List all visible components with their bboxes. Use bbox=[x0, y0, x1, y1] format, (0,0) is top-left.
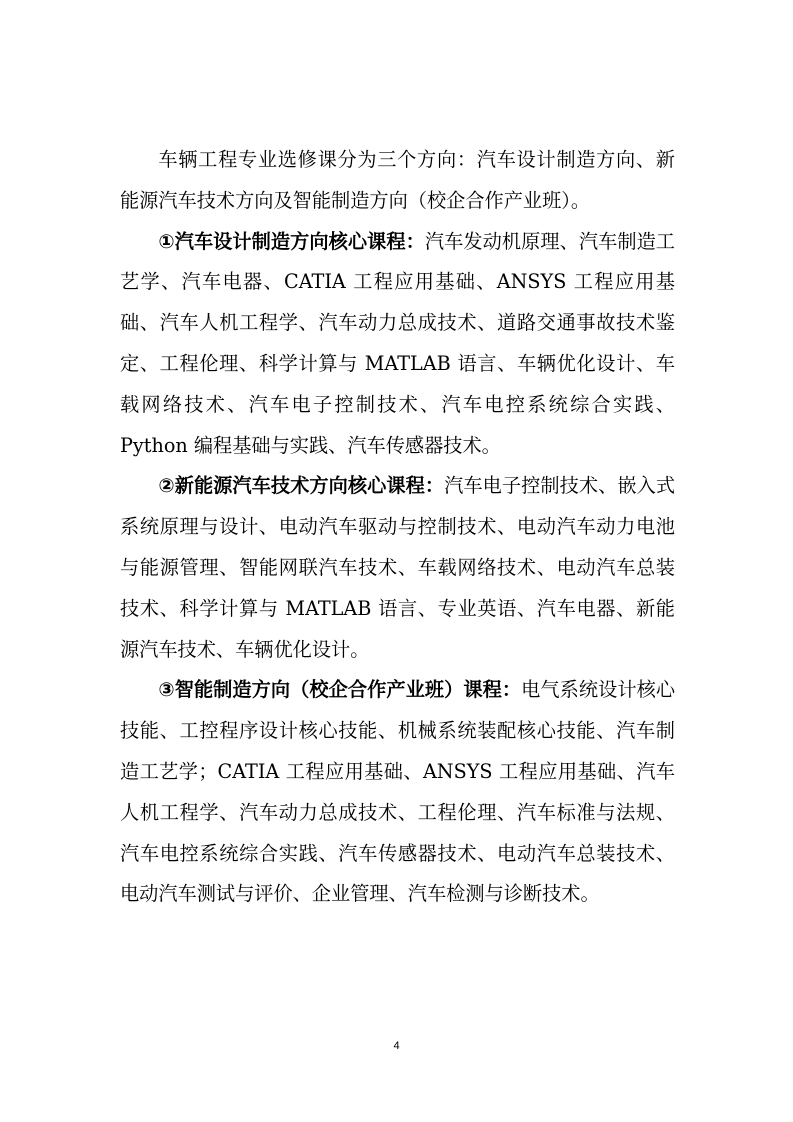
intro-paragraph: 车辆工程专业选修课分为三个方向：汽车设计制造方向、新能源汽车技术方向及智能制造方向（校企合作产业班）。 bbox=[120, 148, 675, 212]
section-text-car-design: 汽车发动机原理、汽车制造工艺学、汽车电器、CATIA 工程应用基础、ANSYS 工程应用基础、汽车人机工程学、汽车动力总成技术、道路交通事故技术鉴定、工程伦理、科学计算与 MATLAB 语言、车辆优化设计、车载网络技术、汽车电子控制技术、汽车电控系统综合实践、Python 编程基础与实践、汽车传感器技术。 bbox=[120, 229, 675, 457]
section-text-smart-manufacturing: 电气系统设计核心技能、工控程序设计核心技能、机械系统装配核心技能、汽车制造工艺学；CATIA 工程应用基础、ANSYS 工程应用基础、汽车人机工程学、汽车动力总成技术、工程伦理、汽车标准与法规、汽车电控系统综合实践、汽车传感器技术、电动汽车总装技术、电动汽车测试与评价、企业管理、汽车检测与诊断技术。 bbox=[120, 678, 676, 906]
document-body bbox=[120, 140, 675, 915]
section-heading-car-design: ①汽车设计制造方向核心课程： bbox=[158, 229, 425, 253]
section-text-new-energy: 汽车电子控制技术、嵌入式系统原理与设计、电动汽车驱动与控制技术、电动汽车动力电池与能源管理、智能网联汽车技术、车载网络技术、电动汽车总装技术、科学计算与 MATLAB 语言、专业英语、汽车电器、新能源汽车技术、车辆优化设计。 bbox=[120, 474, 676, 661]
section-heading-new-energy: ②新能源汽车技术方向核心课程： bbox=[158, 474, 445, 498]
page-number: 4 bbox=[393, 1040, 400, 1052]
section-paragraph-smart-manufacturing bbox=[120, 670, 675, 915]
section-heading-smart-manufacturing: ③智能制造方向（校企合作产业班）课程： bbox=[158, 678, 522, 702]
section-paragraph-new-energy bbox=[120, 466, 675, 670]
section-paragraph-car-design bbox=[120, 222, 675, 467]
